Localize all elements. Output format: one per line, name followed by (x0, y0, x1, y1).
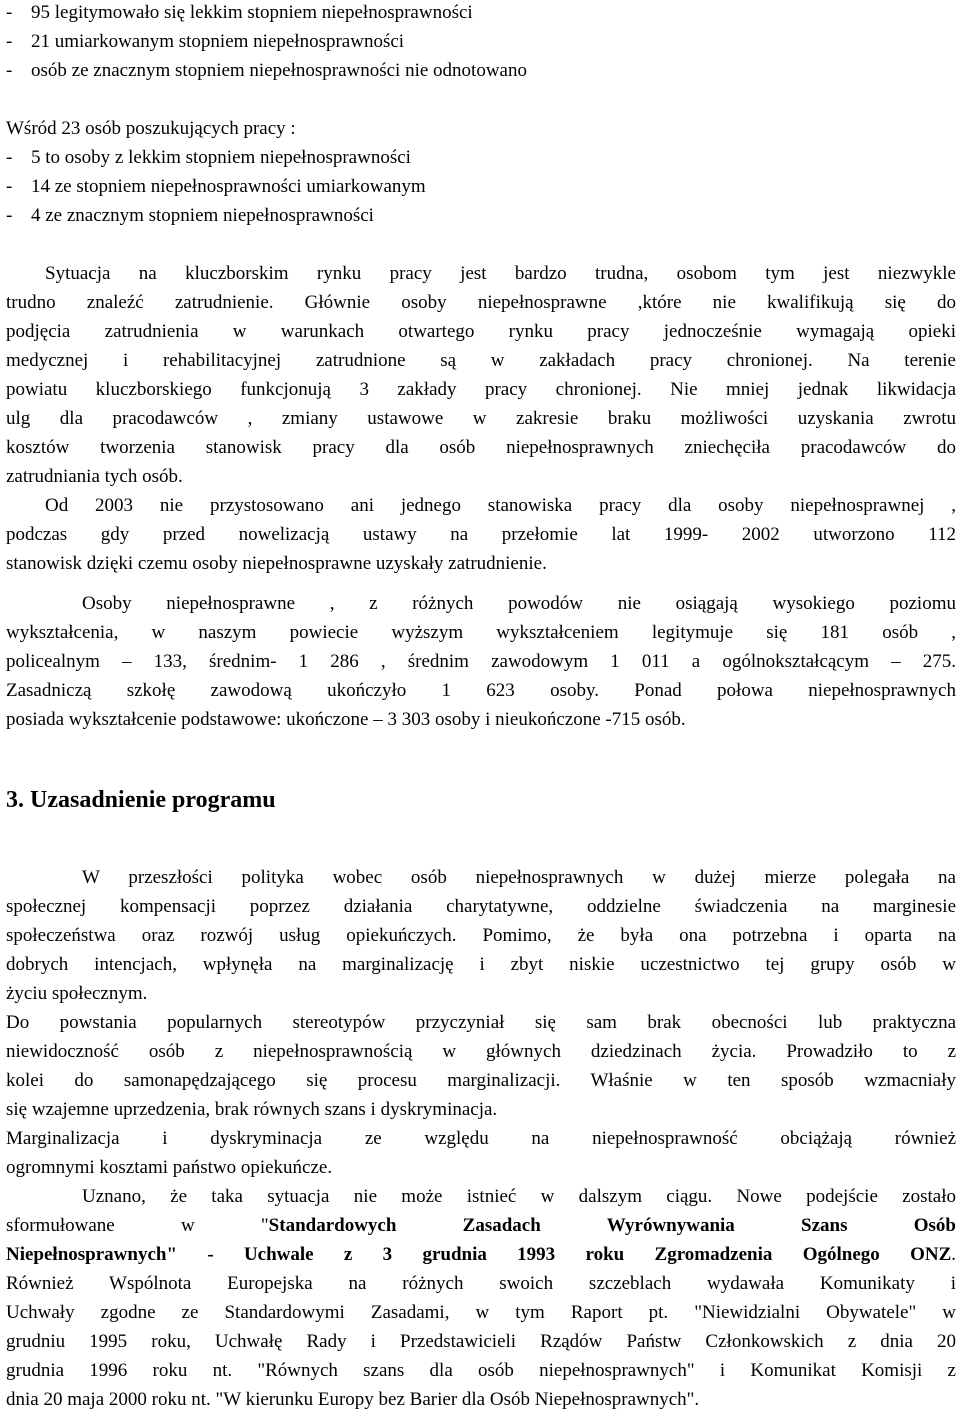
list-item: - 5 to osoby z lekkim stopniem niepełnosprawności (6, 147, 411, 168)
paragraph-line: policealnym – 133, średnim- 1 286 , średnim zawodowym 1 011 a ogólnokształcącym – 275. (6, 651, 956, 672)
paragraph-line: życiu społecznym. (6, 983, 148, 1004)
paragraph-line: Do powstania popularnych stereotypów przyczyniał się sam brak obecności lub praktyczna (6, 1012, 956, 1033)
paragraph-line: grudnia 1996 roku nt. "Równych szans dla osób niepełnosprawnych" i Komunikat Komisji z (6, 1360, 956, 1381)
paragraph-line: ogromnymi kosztami państwo opiekuńcze. (6, 1157, 333, 1178)
list-item: - osób ze znacznym stopniem niepełnosprawności nie odnotowano (6, 60, 527, 81)
paragraph-line: Uznano, że taka sytuacja nie może istnieć w dalszym ciągu. Nowe podejście zostało (82, 1186, 956, 1207)
paragraph-line: powiatu kluczborskiego funkcjonują 3 zakłady pracy chronionej. Nie mniej jednak likwidacja (6, 379, 956, 400)
list-item: - 14 ze stopniem niepełnosprawności umiarkowanym (6, 176, 426, 197)
paragraph-text: . (951, 1244, 956, 1265)
paragraph-line: W przeszłości polityka wobec osób niepełnosprawnych w dużej mierze polegała na (82, 867, 956, 888)
paragraph-line: stanowisk dzięki czemu osoby niepełnosprawne uzyskały zatrudnienie. (6, 553, 547, 574)
paragraph-line: ulg dla pracodawców , zmiany ustawowe w zakresie braku możliwości uzyskania zwrotu (6, 408, 956, 429)
paragraph-line: medycznej i rehabilitacyjnej zatrudnione są w zakładach pracy chronionej. Na terenie (6, 350, 956, 371)
paragraph-line: Osoby niepełnosprawne , z różnych powodów nie osiągają wysokiego poziomu (82, 593, 956, 614)
document-title-bold: Niepełnosprawnych" - Uchwale z 3 grudnia 1993 roku Zgromadzenia Ogólnego ONZ (6, 1244, 952, 1265)
list-item: - 21 umiarkowanym stopniem niepełnosprawności (6, 31, 405, 52)
paragraph-line: kosztów tworzenia stanowisk pracy dla osób niepełnosprawnych zniechęciła pracodawców do (6, 437, 956, 458)
paragraph-line: podczas gdy przed nowelizacją ustawy na przełomie lat 1999- 2002 utworzono 112 (6, 524, 956, 545)
paragraph-line: dobrych intencjach, wpłynęła na marginalizację i zbyt niskie uczestnictwo tej grupy osób w (6, 954, 956, 975)
list-intro: Wśród 23 osób poszukujących pracy : (6, 118, 296, 139)
paragraph-line: niewidoczność osób z niepełnosprawnością w głównych dziedzinach życia. Prowadziło to z (6, 1041, 956, 1062)
paragraph-line: wykształcenia, w naszym powiecie wyższym wykształceniem legitymuje się 181 osób , (6, 622, 956, 643)
paragraph-line: Również Wspólnota Europejska na różnych swoich szczeblach wydawała Komunikaty i (6, 1273, 956, 1294)
paragraph-line: Od 2003 nie przystosowano ani jednego stanowiska pracy dla osoby niepełnosprawnej , (45, 495, 956, 516)
paragraph-line: zatrudniania tych osób. (6, 466, 183, 487)
paragraph-line: się wzajemne uprzedzenia, brak równych szans i dyskryminacja. (6, 1099, 498, 1120)
list-item: - 4 ze znacznym stopniem niepełnosprawności (6, 205, 374, 226)
paragraph-line: posiada wykształcenie podstawowe: ukończone – 3 303 osoby i nieukończone -715 osób. (6, 709, 686, 730)
paragraph-line: Uchwały zgodne ze Standardowymi Zasadami, w tym Raport pt. "Niewidzialni Obywatele" w (6, 1302, 956, 1323)
paragraph-line: dnia 20 maja 2000 roku nt. "W kierunku Europy bez Barier dla Osób Niepełnosprawnych". (6, 1389, 700, 1410)
paragraph-line: trudno znaleźć zatrudnienie. Głównie osoby niepełnosprawne ,które nie kwalifikują się do (6, 292, 956, 313)
paragraph-text: sformułowane w " (6, 1215, 269, 1236)
list-item: - 95 legitymowało się lekkim stopniem niepełnosprawności (6, 2, 473, 23)
document-title-bold: Standardowych Zasadach Wyrównywania Szans Osób (268, 1215, 956, 1236)
paragraph-line: społeczeństwa oraz rozwój usług opiekuńczych. Pomimo, że była ona potrzebna i oparta na (6, 925, 956, 946)
paragraph-line: grudniu 1995 roku, Uchwałę Rady i Przedstawicieli Rządów Państw Członkowskich z dnia 20 (6, 1331, 956, 1352)
paragraph-line: kolei do samonapędzającego się procesu marginalizacji. Właśnie w ten sposób wzmacniały (6, 1070, 956, 1091)
paragraph-line: Zasadniczą szkołę zawodową ukończyło 1 623 osoby. Ponad połowa niepełnosprawnych (6, 680, 956, 701)
paragraph-line: Sytuacja na kluczborskim rynku pracy jest bardzo trudna, osobom tym jest niezwykle (45, 263, 956, 284)
paragraph-line: Marginalizacja i dyskryminacja ze względu na niepełnosprawność obciążają również (6, 1128, 956, 1149)
paragraph-line (6, 1240, 956, 1269)
paragraph-line: podjęcia zatrudnienia w warunkach otwartego rynku pracy jednocześnie wymagają opieki (6, 321, 956, 342)
section-heading: 3. Uzasadnienie programu (6, 787, 276, 813)
paragraph-line (6, 1211, 956, 1240)
paragraph-line: społecznej kompensacji poprzez działania charytatywne, oddzielne świadczenia na marginesie (6, 896, 956, 917)
